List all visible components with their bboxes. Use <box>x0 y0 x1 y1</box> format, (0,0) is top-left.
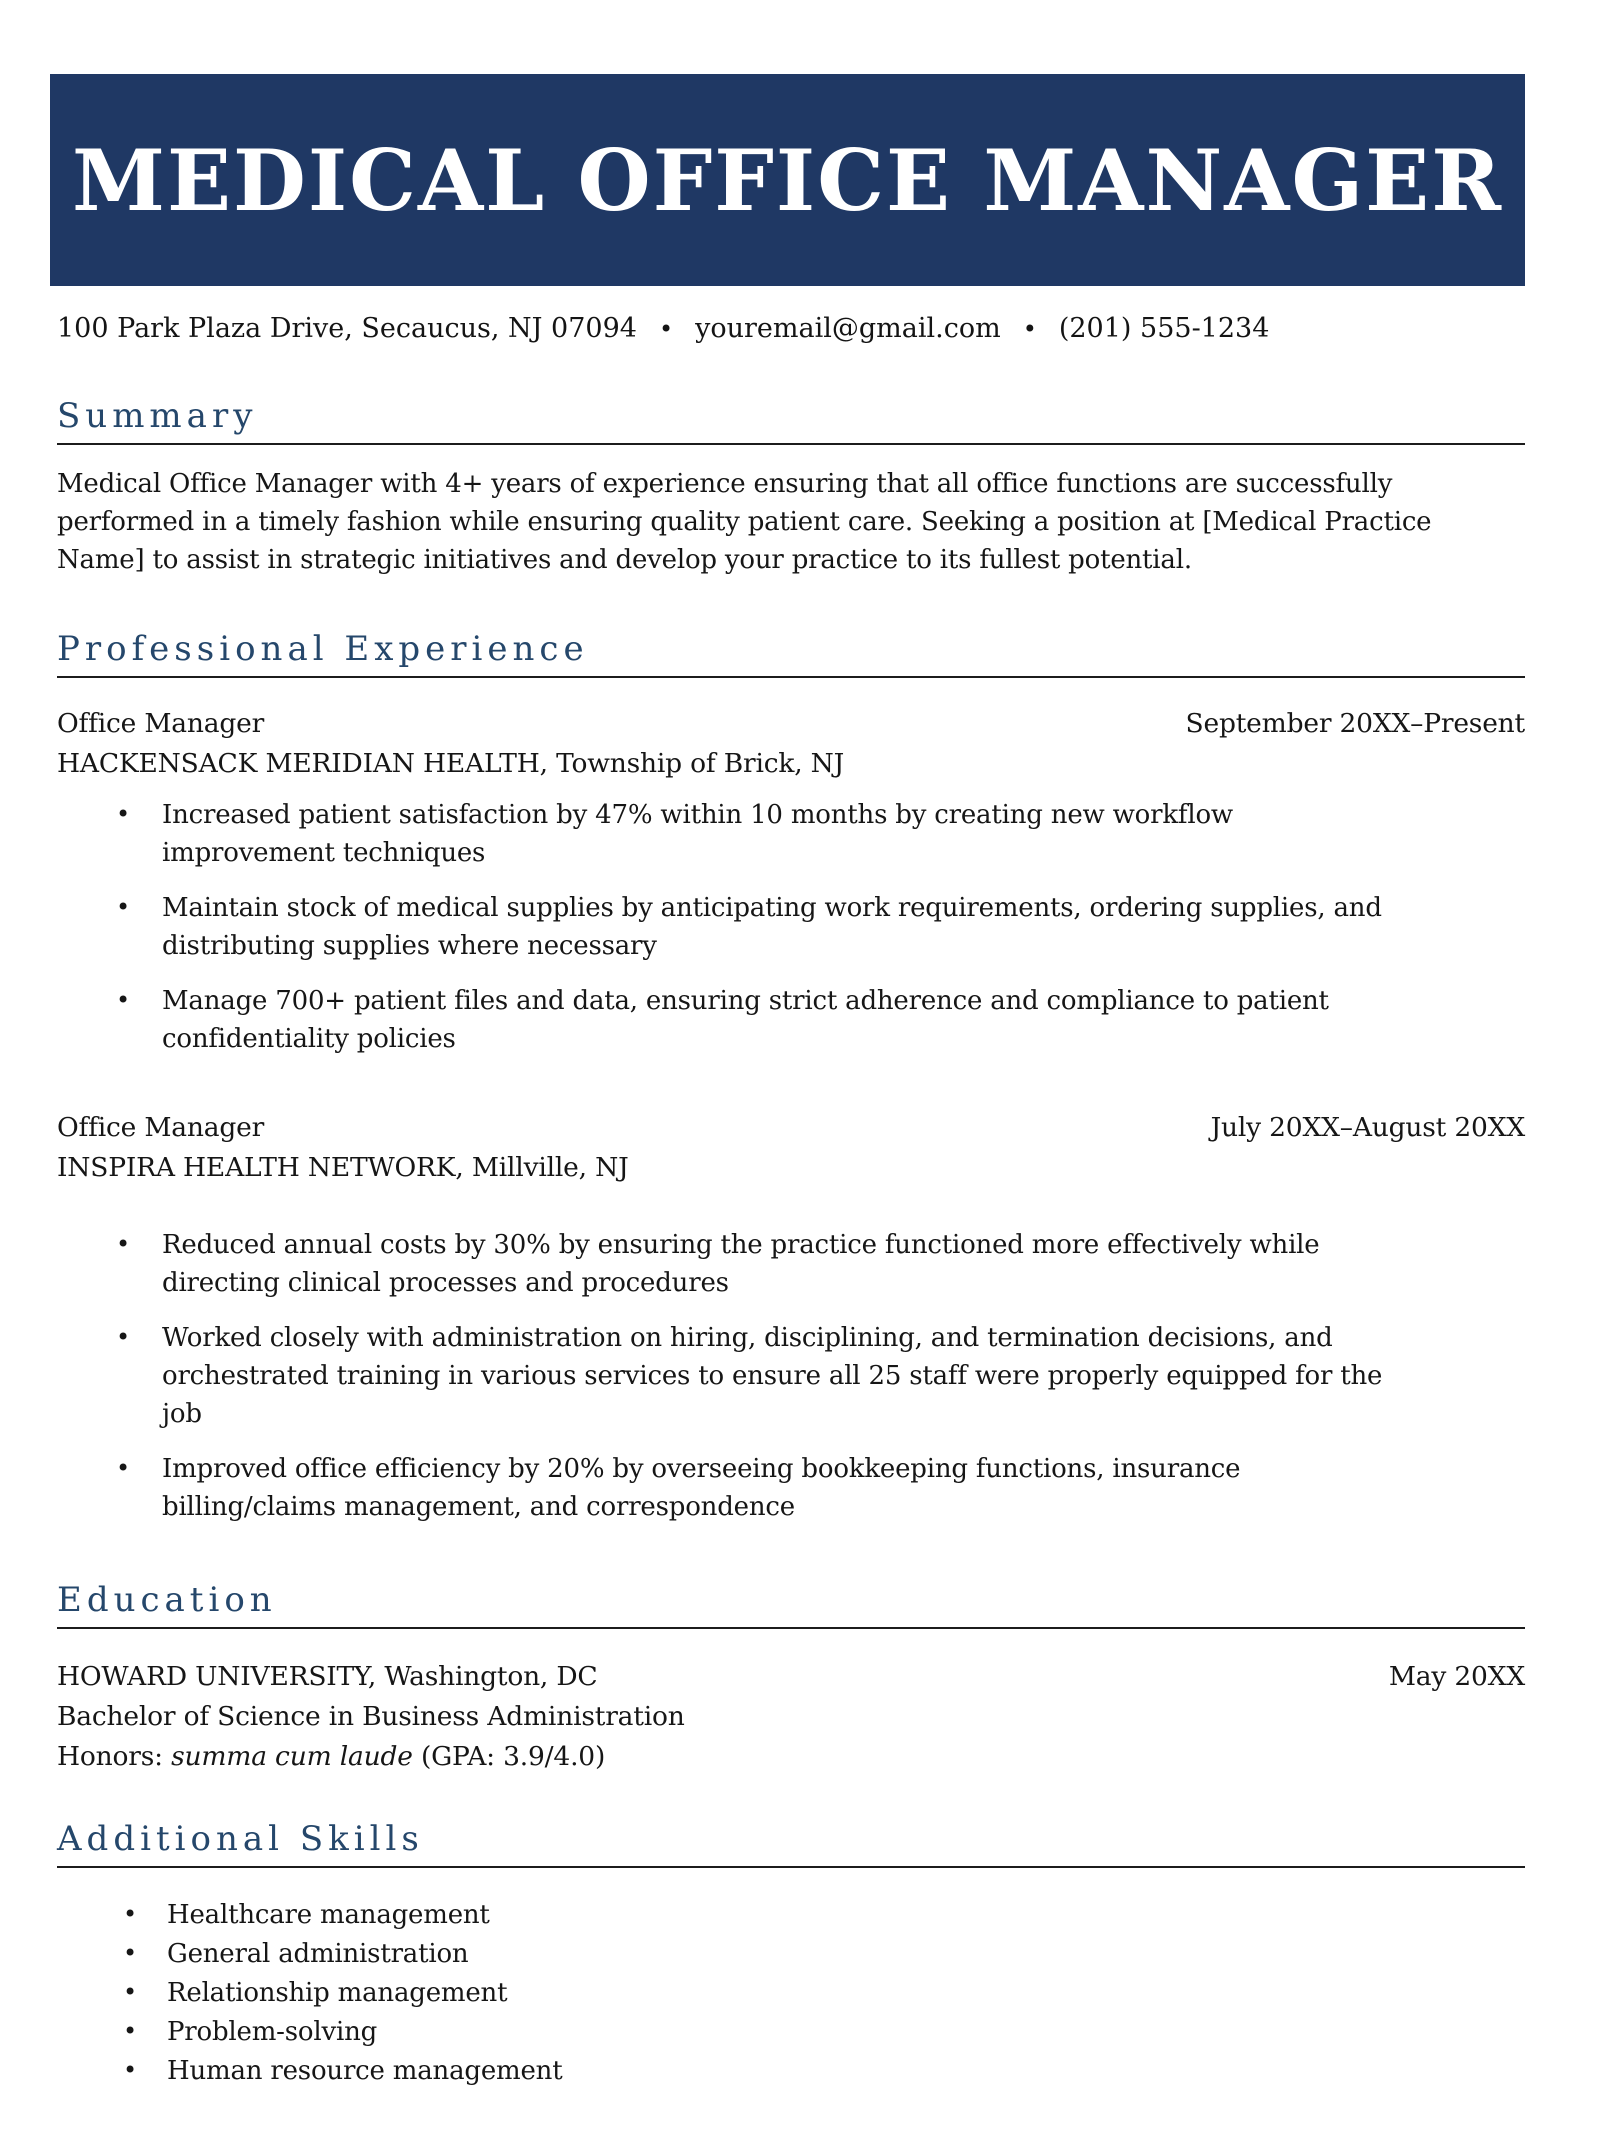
education-header-row <box>57 1657 1525 1697</box>
resume-page <box>0 74 1600 2145</box>
job-2-title: Office Manager <box>57 1112 265 1143</box>
summary-heading: Summary <box>57 396 258 436</box>
job-2-bullet: • Worked closely with administration on hiring, disciplining, and termination decisions, and orchestrated training in various services to ensure all 25 staff were properly equipped for the job <box>162 1319 1395 1433</box>
header-banner <box>50 74 1525 286</box>
education-divider <box>57 1627 1525 1629</box>
skills-list <box>57 1896 1525 2090</box>
education-degree: Bachelor of Science in Business Administration <box>57 1701 685 1732</box>
education-date: May 20XX <box>1388 1661 1525 1692</box>
job-1-bullet: • Manage 700+ patient files and data, ensuring strict adherence and compliance to patient confidentiality policies <box>162 982 1395 1058</box>
skill-item: • Relationship management <box>167 1974 1525 2012</box>
job-1-bullet: • Increased patient satisfaction by 47% within 10 months by creating new workflow improvement techniques <box>162 796 1395 872</box>
skills-heading: Additional Skills <box>57 1819 424 1859</box>
section-experience <box>57 629 1525 1526</box>
job-1-title: Office Manager <box>57 708 265 739</box>
contact-phone: (201) 555-1234 <box>1058 313 1270 344</box>
job-2-header-row <box>57 1108 1525 1148</box>
contact-separator-1: • <box>658 315 674 343</box>
section-education <box>57 1580 1525 1777</box>
job-2-bullet: • Improved office efficiency by 20% by overseeing bookkeeping functions, insurance billing/claims management, and correspondence <box>162 1450 1395 1526</box>
summary-divider <box>57 443 1525 445</box>
job-1-dates: September 20XX–Present <box>1185 708 1525 739</box>
skill-item: • Problem-solving <box>167 2013 1525 2051</box>
contact-separator-2: • <box>1022 315 1037 343</box>
job-1-bullet-list <box>57 796 1525 1058</box>
job-1-company: HACKENSACK MERIDIAN HEALTH, Township of Brick, NJ <box>57 748 845 779</box>
education-heading: Education <box>57 1580 277 1620</box>
contact-email: youremail@gmail.com <box>695 313 1001 344</box>
education-honors-latin: summa cum laude <box>171 1741 413 1772</box>
experience-divider <box>57 676 1525 678</box>
education-honors-gpa: (GPA: 3.9/4.0) <box>412 1741 606 1772</box>
summary-text: Medical Office Manager with 4+ years of experience ensuring that all office functions are successfully performed in a timely fashion while ensuring quality patient care. Seeking a position at [Medical Practice Name] to assist in strategic initiatives and develop your practice to its fullest potential. <box>57 469 1432 575</box>
job-2-bullet: • Reduced annual costs by 30% by ensuring the practice functioned more effectively while directing clinical processes and procedures <box>162 1226 1395 1302</box>
contact-address: 100 Park Plaza Drive, Secaucus, NJ 07094 <box>57 313 637 344</box>
job-entry-1 <box>57 704 1525 1058</box>
skills-divider <box>57 1866 1525 1868</box>
job-1-bullet: • Maintain stock of medical supplies by anticipating work requirements, ordering supplies, and distributing supplies where necessary <box>162 889 1395 965</box>
experience-heading: Professional Experience <box>57 629 589 669</box>
job-2-dates: July 20XX–August 20XX <box>1210 1112 1525 1143</box>
education-entry <box>57 1657 1525 1777</box>
education-honors <box>57 1737 1525 1777</box>
education-school: HOWARD UNIVERSITY, Washington, DC <box>57 1661 598 1692</box>
job-entry-2 <box>57 1108 1525 1526</box>
page-title: MEDICAL OFFICE MANAGER <box>71 130 1504 230</box>
skill-item: • Healthcare management <box>167 1896 1525 1934</box>
job-2-company: INSPIRA HEALTH NETWORK, Millville, NJ <box>57 1152 629 1183</box>
skill-item: • Human resource management <box>167 2052 1525 2090</box>
education-honors-label: Honors: <box>57 1741 172 1772</box>
resume-content <box>57 310 1525 2090</box>
section-skills <box>57 1819 1525 2090</box>
section-summary <box>57 396 1525 579</box>
contact-line <box>57 310 1525 348</box>
skill-item: • General administration <box>167 1935 1525 1973</box>
job-2-bullet-list <box>57 1226 1525 1526</box>
job-1-header-row <box>57 704 1525 744</box>
